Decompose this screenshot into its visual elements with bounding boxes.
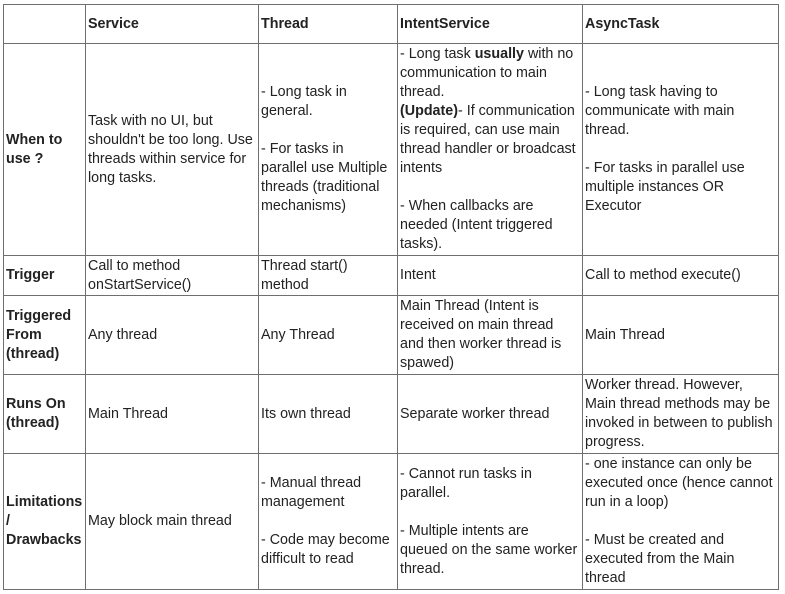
cell-line: parallel. [400,484,451,501]
cell-thread [259,454,398,590]
row-label-line: use ? [6,150,44,167]
cell-service [86,375,259,454]
cell-line: - one instance can only be [585,456,752,472]
cell-line: - Multiple intents are [400,522,529,539]
cell-asynctask [583,375,779,454]
header-corner-cell [4,5,86,44]
row-label-line: Runs On [6,396,66,412]
text-segment: - If communication [457,103,575,119]
cell-line: management [261,494,345,510]
cell-line: Thread start() [261,257,348,274]
cell-line: queued on the same worker [400,541,578,558]
cell-line: tasks). [400,236,443,252]
cell-line: progress. [585,434,645,450]
row-label-line: Limitations [6,494,83,510]
row-label-line: (thread) [6,415,60,431]
cell-intentservice [398,296,583,375]
cell-line: threads (traditional [261,179,380,195]
cell-line: Any thread [88,326,158,343]
cell-line: invoked in between to publish [585,415,773,431]
cell-line: Call to method [88,257,181,274]
cell-gap [400,178,580,197]
cell-line [400,102,580,121]
cell-line: - Long task having to [585,84,718,100]
cell-line: - For tasks in parallel use [585,160,745,176]
cell-line: needed (Intent triggered [400,217,553,233]
cell-service [86,44,259,256]
cell-thread [259,256,398,296]
row-label-line: Drawbacks [6,532,82,548]
cell-thread [259,296,398,375]
bold-usually: usually [474,46,524,62]
cell-line: - Must be created and [585,532,725,548]
cell-line: executed once (hence cannot [585,475,773,491]
header-thread: Thread [259,5,398,44]
cell-asynctask [583,256,779,296]
cell-line: communication to main [400,65,548,81]
cell-line: general. [261,103,313,119]
row-label-line: When to [6,131,63,148]
cell-gap [261,512,395,531]
cell-line: intents [400,160,443,176]
cell-gap [261,121,395,140]
cell-line: is required, can use main [400,122,560,138]
cell-line: run in a loop) [585,494,669,510]
cell-line: Separate worker thread [400,405,550,422]
cell-asynctask [583,44,779,256]
cell-line: - For tasks in [261,141,344,157]
cell-line: Intent [400,267,436,283]
comparison-table [3,4,779,590]
cell-gap [585,512,776,531]
row-label-line: (thread) [6,345,60,362]
row-label [4,296,86,375]
row-trigger [4,256,779,296]
row-triggered-from [4,296,779,375]
cell-line: communicate with main [585,103,735,119]
header-row [4,5,779,44]
cell-asynctask [583,296,779,375]
bold-update: (Update) [400,103,458,119]
cell-line: method [261,276,309,293]
cell-asynctask [583,454,779,590]
cell-line: Main Thread [585,326,666,343]
cell-line: Main thread methods may be [585,396,771,412]
cell-thread [259,375,398,454]
row-label [4,256,86,296]
cell-line: thread [585,570,626,586]
row-label [4,44,86,256]
row-label [4,375,86,454]
cell-line: Worker thread. However, [585,377,743,393]
cell-gap [400,503,580,522]
row-label-line: / [6,513,10,529]
cell-line: - Code may become [261,532,390,548]
text-segment: with no [523,46,574,62]
row-label-line: Triggered [6,307,72,324]
row-label-line: From [6,326,42,343]
cell-line: Any Thread [261,326,335,343]
cell-line: thread handler or broadcast [400,141,576,157]
row-label-line: Trigger [6,267,55,283]
row-runs-on [4,375,779,454]
cell-line: and then worker thread is [400,336,562,352]
cell-line: executed from the Main [585,551,735,567]
cell-line: - Long task in [261,84,347,100]
cell-line: Main Thread (Intent is [400,298,539,314]
cell-service [86,296,259,375]
cell-line: thread. [400,84,445,100]
cell-line: - Cannot run tasks in [400,465,532,482]
cell-line: Main Thread [88,405,169,422]
cell-intentservice [398,44,583,256]
cell-line: Call to method execute() [585,267,741,283]
cell-service [86,454,259,590]
cell-intentservice [398,256,583,296]
cell-gap [585,140,776,159]
text-segment: - Long task [400,46,475,62]
header-intentservice: IntentService [398,5,583,44]
cell-line: mechanisms) [261,198,347,214]
cell-line: onStartService() [88,276,192,293]
cell-line: - Manual thread [261,475,362,491]
cell-intentservice [398,375,583,454]
cell-line: parallel use Multiple [261,160,388,176]
cell-line: multiple instances OR [585,179,725,195]
row-limitations [4,454,779,590]
row-label [4,454,86,590]
cell-intentservice [398,454,583,590]
cell-line: Task with no UI, but [88,112,213,129]
cell-line: Its own thread [261,405,351,422]
cell-line: - When callbacks are [400,198,534,214]
cell-line: shouldn't be too long. Use [88,131,253,148]
row-when-to-use [4,44,779,256]
cell-line: received on main thread [400,317,554,333]
cell-line: spawed) [400,355,455,371]
cell-line: Executor [585,198,642,214]
cell-service [86,256,259,296]
header-service: Service [86,5,259,44]
cell-thread [259,44,398,256]
cell-line: long tasks. [88,169,157,186]
cell-line [400,45,580,64]
cell-line: thread. [585,122,630,138]
cell-line: threads within service for [88,150,247,167]
cell-line: difficult to read [261,551,354,567]
header-asynctask: AsyncTask [583,5,779,44]
cell-line: May block main thread [88,513,232,529]
cell-line: thread. [400,560,445,577]
